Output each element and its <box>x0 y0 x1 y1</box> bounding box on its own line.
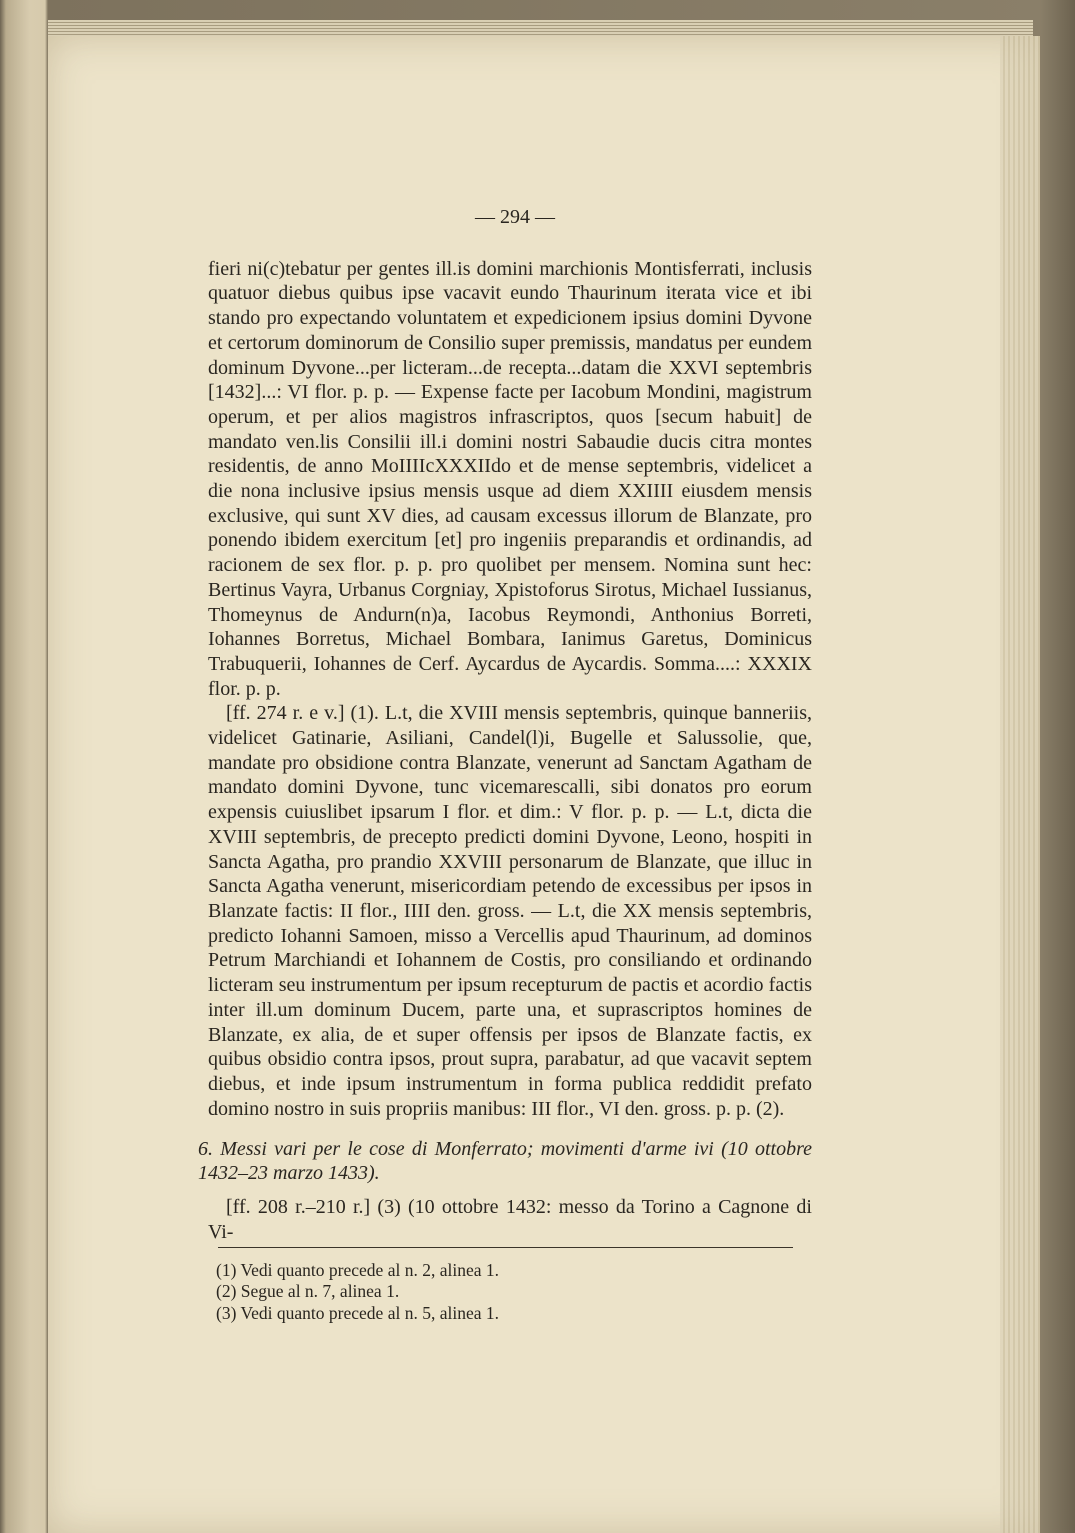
section-heading: 6. Messi vari per le cose di Monferrato; movimenti d'arme ivi (10 ottobre 1432–23 marzo 1433). <box>198 1138 812 1185</box>
footnote-2: (2) Segue al n. 7, alinea 1. <box>216 1281 400 1302</box>
page-content <box>198 205 812 1324</box>
page-stack-right-edge <box>1000 36 1040 1533</box>
footnote-rule <box>218 1247 793 1248</box>
footnotes <box>208 1260 812 1325</box>
paragraph-2: [ff. 274 r. e v.] (1). L.t, die XVIII mensis septembris, quinque banneriis, videlicet Gatinarie, Asiliani, Candel(l)i, Bugelle et Salussolie, que, mandate pro obsidione contra Blanzate, venerunt ad Sanctam Agatham de mandato domini Dyvone, tunc vicemarescalli, sibi donatos pro eorum expensis cuiuslibet ipsarum I flor. et dim.: V flor. p. p. — L.t, dicta die XVIII septembris, de precepto predicti domini Dyvone, Leono, hospiti in Sancta Agatha, pro prandio XXVIII personarum de Blanzate, que illuc in Sancta Agatha venerunt, misericordiam petendo de excessibus per ipsos in Blanzate factis: II flor., IIII den. gross. — L.t, die XX mensis septembris, predicto Iohanni Samoen, misso a Vercellis apud Thaurinum, ad dominos Petrum Marchiandi et Iohannem de Costis, pro consiliando et ordinando licteram seu instrumentum per ipsum recepturum de pactis et acordio factis inter ill.um dominum Ducem, parte una, et suprascriptos homines de Blanzate, ex alia, de et super offensis per ipsos de Blanzate factis, ex quibus obsidio contra ipsos, prout supra, parabatur, ad que vacavit septem diebus, et inde ipsum instrumentum in forma publica reddidit prefato domino nostro in suis propriis manibus: III flor., VI den. gross. p. p. (2). <box>208 702 812 1120</box>
footnote-1: (1) Vedi quanto precede al n. 2, alinea 1. <box>216 1259 499 1280</box>
section-paragraph: [ff. 208 r.–210 r.] (3) (10 ottobre 1432: messo da Torino a Cagnone di Vi- <box>208 1196 812 1244</box>
footnote-3: (3) Vedi quanto precede al n. 5, alinea 1. <box>216 1302 499 1323</box>
paragraph-1: fieri ni(c)tebatur per gentes ill.is domini marchionis Montisferrati, inclusis quatuor diebus quibus ipse vacavit eundo Thaurinum iterata vice et ibi stando pro expectando voluntatem et expedicionem ipsius domini Dyvone et certorum dominorum de Consilio super premissis, mandatus per eundem dominum Dyvone...per licteram...de recepta...datam die XXVI septembris [1432]...: VI flor. p. p. — Expense facte per Iacobum Mondini, magistrum operum, et per alios magistros infrascriptos, quos [secum habuit] de mandato ven.lis Consilii ill.i domini nostri Sabaudie ducis citra montes residentis, de anno MoIIIIcXXXIIdo et de mense septembris, videlicet a die nona inclusive ipsius mensis usque ad diem XXIIII eiusdem mensis exclusive, qui sunt XV dies, ad causam excessus illorum de Blanzate, pro ponendo ibidem exercitum [et] pro ingeniis preparandis et ordinandis, ad racionem de sex flor. p. p. pro quolibet per mensem. Nomina sunt hec: Bertinus Vayra, Urbanus Corgniay, Xpistoforus Sirotus, Michael Iussianus, Thomeynus de Andurn(n)a, Iacobus Reymondi, Anthonius Borreti, Iohannes Borretus, Michael Bombara, Ianimus Garetus, Dominicus Trabuquerii, Iohannes de Cerf. Aycardus de Aycardis. Somma....: XXXIX flor. p. p. <box>208 257 812 700</box>
page-number: — 294 — <box>475 206 555 228</box>
